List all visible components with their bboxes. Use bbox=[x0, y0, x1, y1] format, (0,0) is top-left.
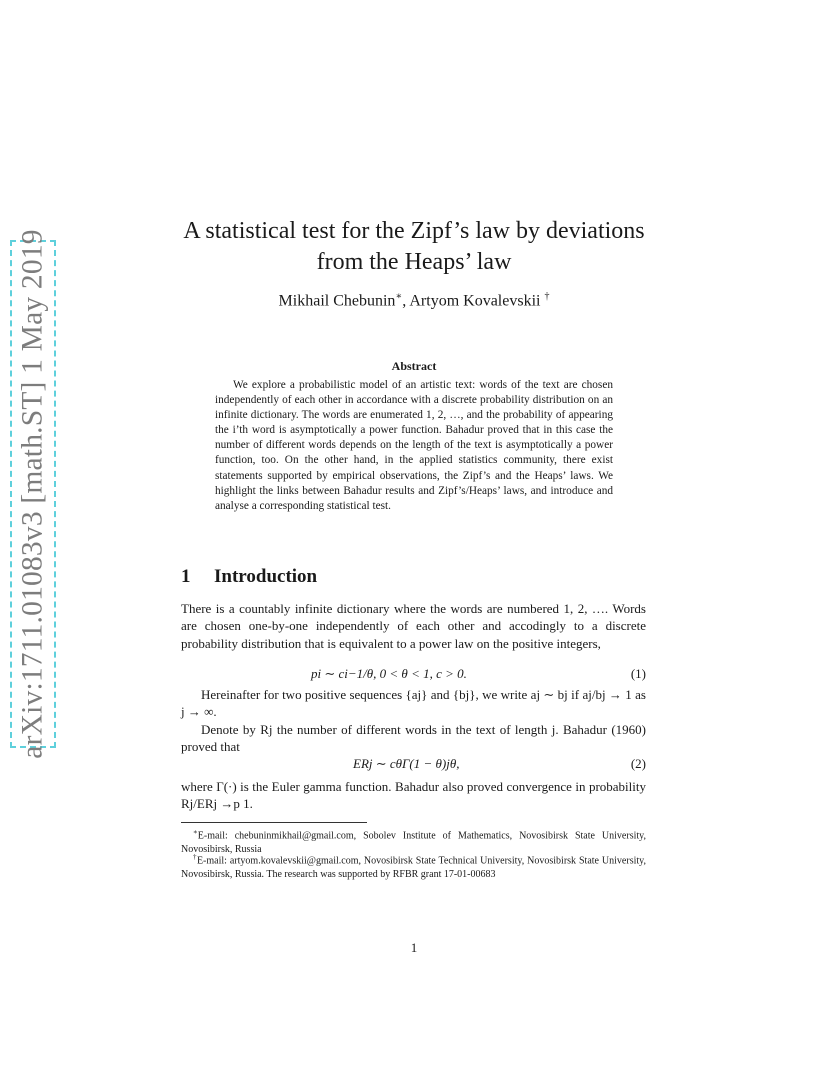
footnote-rule bbox=[181, 822, 367, 823]
footnote-text: E-mail: artyom.kovalevskii@gmail.com, Novosibirsk State Technical University, Novosibirsk State University, Novosibirsk, Russia. The research was supported by RFBR grant 17-01-00683 bbox=[181, 855, 646, 880]
footnote-mark: ∗ bbox=[395, 291, 403, 302]
section-heading bbox=[181, 566, 317, 588]
title-line-2: from the Heaps’ law bbox=[316, 249, 512, 275]
footnote-mark: ∗ bbox=[193, 828, 198, 836]
abstract-text: We explore a probabilistic model of an artistic text: words of the text are chosen independently of each other in accordance with a discrete probability distribution on an infinite dictionary. The words are enumerated 1, 2, …, and the probability of appearing the i’th word is asymptotically a power function. Bahadur proved that in this case the number of different words depends on the length of the text is asymptotically a power function, too. On the other hand, in the applied statistics community, there exist statements supported by empirical observations, the Zipf’s and the Heaps’ laws. We highlight the links between Bahadur results and Zipf’s/Heaps’ laws, and introduce and analyse a corresponding statistical test. bbox=[215, 379, 613, 512]
paragraph: There is a countably infinite dictionary where the words are numbered 1, 2, …. Words are chosen one-by-one independently of each other and accodingly to a discrete probability distribution that is equivalent to a power law on the positive integers, bbox=[181, 601, 646, 651]
section-number: 1 bbox=[181, 566, 191, 587]
arxiv-stamp bbox=[10, 229, 56, 759]
author-list: Mikhail Chebunin∗, Artyom Kovalevskii † bbox=[278, 291, 550, 310]
author-name: Artyom Kovalevskii bbox=[409, 292, 541, 310]
paragraph: where Γ(·) is the Euler gamma function. Bahadur also proved convergence in probability Rj/ERj →p 1. bbox=[181, 779, 646, 812]
equation-number: (2) bbox=[630, 756, 646, 771]
footnote-mark: † bbox=[544, 291, 550, 302]
title-line-1: A statistical test for the Zipf’s law by deviations bbox=[183, 218, 645, 244]
equation-2 bbox=[181, 756, 646, 774]
section-title: Introduction bbox=[214, 566, 318, 587]
footnote-text: E-mail: chebuninmikhail@gmail.com, Sobolev Institute of Mathematics, Novosibirsk State University, Novosibirsk, Russia bbox=[181, 830, 646, 855]
arxiv-identifier: arXiv:1711.01083v3 [math.ST] 1 May 2019 bbox=[16, 229, 49, 759]
author-name: Mikhail Chebunin bbox=[278, 292, 396, 310]
footnote-mark: † bbox=[193, 853, 197, 861]
equation-body: ERj ∼ cθΓ(1 − θ)jθ, bbox=[353, 756, 460, 771]
paper-title bbox=[150, 216, 678, 278]
equation-number: (1) bbox=[630, 666, 646, 681]
page-number: 1 bbox=[410, 940, 418, 955]
abstract-heading: Abstract bbox=[391, 359, 437, 373]
equation-1 bbox=[181, 666, 646, 684]
footnote bbox=[181, 851, 646, 881]
paragraph: Denote by Rj the number of different words in the text of length j. Bahadur (1960) proved that bbox=[181, 722, 646, 755]
equation-body: pi ∼ ci−1/θ, 0 < θ < 1, c > 0. bbox=[311, 666, 467, 681]
paragraph: Hereinafter for two positive sequences {aj} and {bj}, we write aj ∼ bj if aj/bj → 1 as j → ∞. bbox=[181, 687, 646, 720]
